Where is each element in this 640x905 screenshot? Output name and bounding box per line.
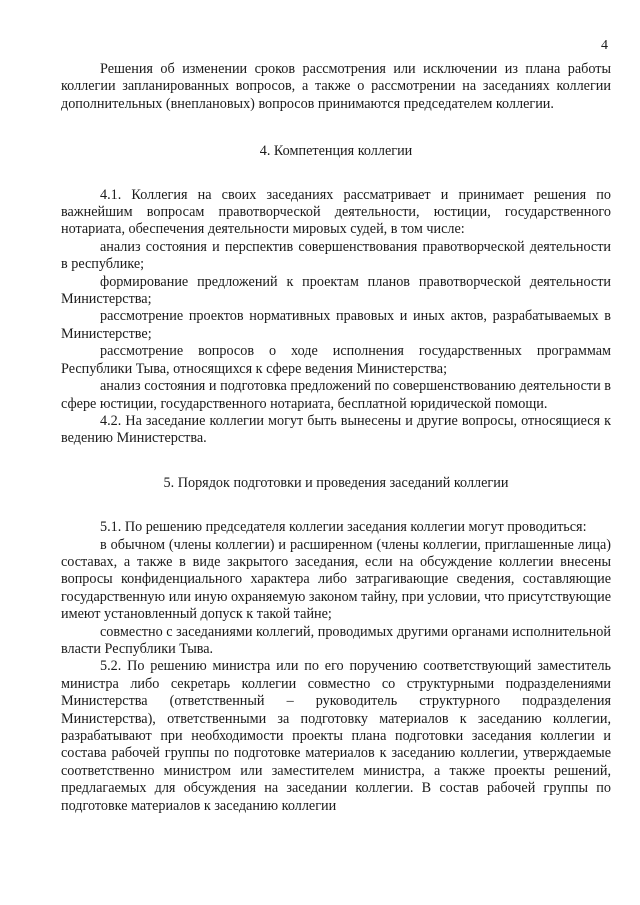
page-number: 4	[601, 38, 608, 53]
list-item: анализ состояния и подготовка предложений по совершенствованию деятельности в сфере юстиции, государственного нотариата, бесплатной юридической помощи.	[61, 378, 611, 412]
paragraph: 5.2. По решению министра или по его поручению соответствующий заместитель министра либо секретарь коллегии совместно со структурными подразделениями Министерства (ответственный – руководитель структурного подразделения Министерства), ответственными за подготовку материалов к заседанию коллегии, разрабатывают при необходимости проекты плана подготовки заседания коллегии и состава рабочей группы по подготовке материалов к заседанию коллегии, утверждаемые соответственно министром или заместителем министра, а также проекты решений, предлагаемых для обсуждения на заседании коллегии. В состав рабочей группы по подготовке материалов к заседанию коллегии	[61, 658, 611, 814]
document-body	[61, 61, 611, 815]
section-5-body	[61, 519, 611, 815]
paragraph: 5.1. По решению председателя коллегии заседания коллегии могут проводиться:	[100, 519, 587, 536]
section-5-heading: 5. Порядок подготовки и проведения заседаний коллегии	[163, 474, 509, 491]
section-4-heading: 4. Компетенция коллегии	[259, 143, 413, 160]
list-item: рассмотрение проектов нормативных правовых и иных актов, разрабатываемых в Министерстве;	[61, 308, 611, 342]
paragraph: 4.2. На заседание коллегии могут быть вынесены и другие вопросы, относящиеся к ведению Министерства.	[61, 412, 611, 447]
list-item: рассмотрение вопросов о ходе исполнения государственных программам Республики Тыва, относящихся к сфере ведения Министерства;	[61, 343, 611, 377]
paragraph: 4.1. Коллегия на своих заседаниях рассматривает и принимает решения по важнейшим вопросам правотворческой деятельности, юстиции, государственного нотариата, обеспечения деятельности мировых судей, в том числе:	[61, 186, 611, 238]
list-item: в обычном (члены коллегии) и расширенном (члены коллегии, приглашенные лица) составах, а также в виде закрытого заседания, если на обсуждение коллегии внесены вопросы конфиденциального характера либо затрагивающие сведения, составляющие государственную или иную охраняемую законом тайну, при условии, что присутствующие имеют установленный допуск к такой тайне;	[61, 536, 611, 623]
list-item: совместно с заседаниями коллегий, проводимых другими органами исполнительной власти Республики Тыва.	[61, 623, 611, 657]
list-item: формирование предложений к проектам планов правотворческой деятельности Министерства;	[61, 273, 611, 308]
list-item: анализ состояния и перспектив совершенствования правотворческой деятельности в республике;	[61, 238, 611, 273]
intro-paragraph: Решения об изменении сроков рассмотрения или исключении из плана работы коллегии запланированных вопросов, а также о рассмотрении на заседаниях коллегии дополнительных (внеплановых) вопросов принимаются председателем коллегии.	[61, 61, 611, 112]
section-4-body	[61, 187, 611, 448]
